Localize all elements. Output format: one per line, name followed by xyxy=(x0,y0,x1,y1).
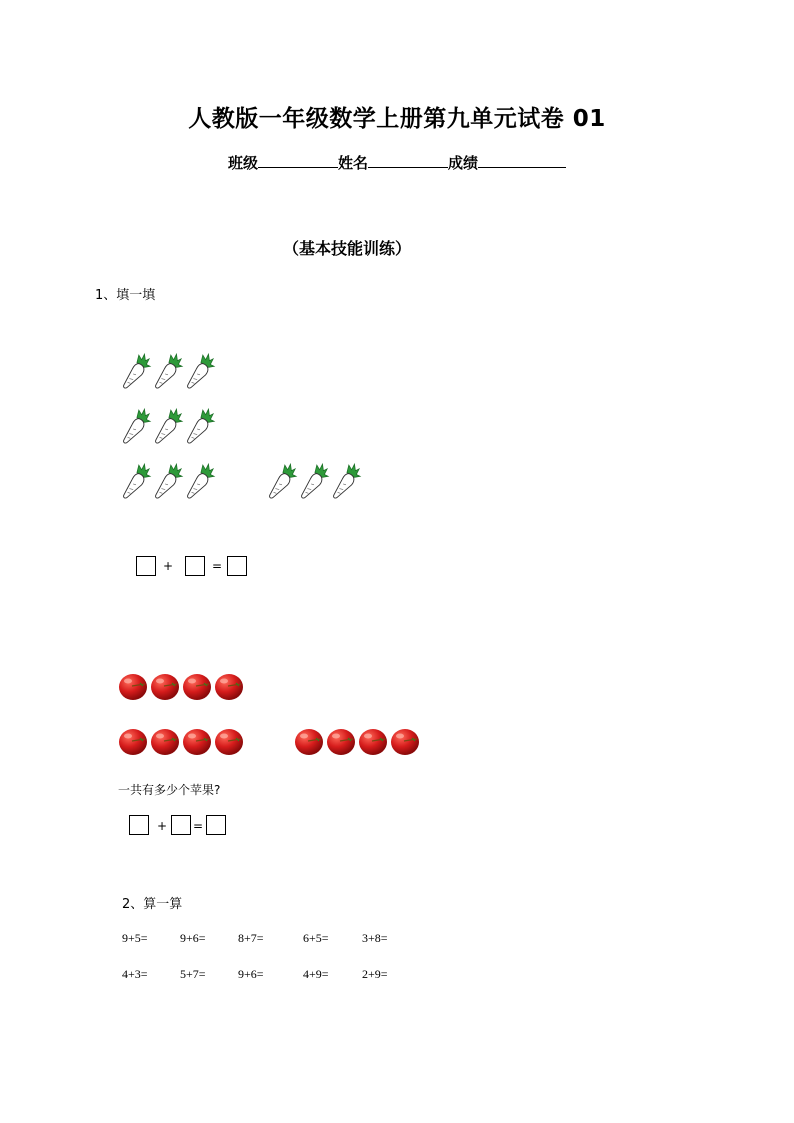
apple-icon xyxy=(358,725,390,757)
equals-sign: = xyxy=(212,559,223,573)
radish-row-1 xyxy=(120,352,216,392)
radish-icon xyxy=(120,352,152,392)
apple-icon xyxy=(182,670,214,702)
apple-icon xyxy=(150,670,182,702)
apple-row-2-left xyxy=(118,725,246,757)
radish-icon xyxy=(184,462,216,502)
calc-item: 2+9= xyxy=(362,967,388,981)
apple-icon xyxy=(214,670,246,702)
score-label: 成绩 xyxy=(448,154,479,172)
radish-row-2 xyxy=(120,407,216,447)
radish-icon xyxy=(120,407,152,447)
name-blank[interactable] xyxy=(368,153,448,168)
calc-item: 9+6= xyxy=(238,967,264,981)
plus-sign: + xyxy=(163,559,174,573)
calc-item: 5+7= xyxy=(180,967,206,981)
student-info-line xyxy=(0,152,794,173)
apple-icon xyxy=(118,725,150,757)
radish-icon xyxy=(184,407,216,447)
score-blank[interactable] xyxy=(478,153,566,168)
apple-icon xyxy=(118,670,150,702)
radish-icon xyxy=(298,462,330,502)
radish-row-3-right xyxy=(266,462,362,502)
answer-box[interactable] xyxy=(171,815,191,835)
equals-sign: = xyxy=(193,819,204,833)
class-label: 班级 xyxy=(227,154,258,172)
calc-item: 6+5= xyxy=(303,931,329,945)
question-2-heading: 2、算一算 xyxy=(122,897,183,912)
radish-icon xyxy=(152,462,184,502)
answer-box[interactable] xyxy=(227,556,247,576)
apple-icon xyxy=(390,725,422,757)
radish-icon xyxy=(330,462,362,502)
apple-icon xyxy=(150,725,182,757)
radish-icon xyxy=(266,462,298,502)
question-1-heading: 1、填一填 xyxy=(95,288,156,303)
radish-icon xyxy=(184,352,216,392)
answer-box[interactable] xyxy=(136,556,156,576)
class-blank[interactable] xyxy=(258,153,338,168)
apple-question: 一共有多少个苹果? xyxy=(118,783,221,797)
page-title: 人教版一年级数学上册第九单元试卷 01 xyxy=(188,106,606,132)
calc-item: 9+5= xyxy=(122,931,148,945)
calc-item: 4+9= xyxy=(303,967,329,981)
plus-sign: + xyxy=(157,819,168,833)
name-label: 姓名 xyxy=(337,154,368,172)
calc-item: 3+8= xyxy=(362,931,388,945)
apple-row-1 xyxy=(118,670,246,702)
radish-icon xyxy=(152,407,184,447)
calc-item: 8+7= xyxy=(238,931,264,945)
answer-box[interactable] xyxy=(185,556,205,576)
apple-row-2-right xyxy=(294,725,422,757)
calc-item: 9+6= xyxy=(180,931,206,945)
apple-icon xyxy=(294,725,326,757)
apple-icon xyxy=(182,725,214,757)
radish-icon xyxy=(152,352,184,392)
apple-icon xyxy=(326,725,358,757)
answer-box[interactable] xyxy=(206,815,226,835)
answer-box[interactable] xyxy=(129,815,149,835)
apple-icon xyxy=(214,725,246,757)
calc-item: 4+3= xyxy=(122,967,148,981)
radish-row-3-left xyxy=(120,462,216,502)
radish-icon xyxy=(120,462,152,502)
section-subtitle: （基本技能训练） xyxy=(283,239,412,258)
